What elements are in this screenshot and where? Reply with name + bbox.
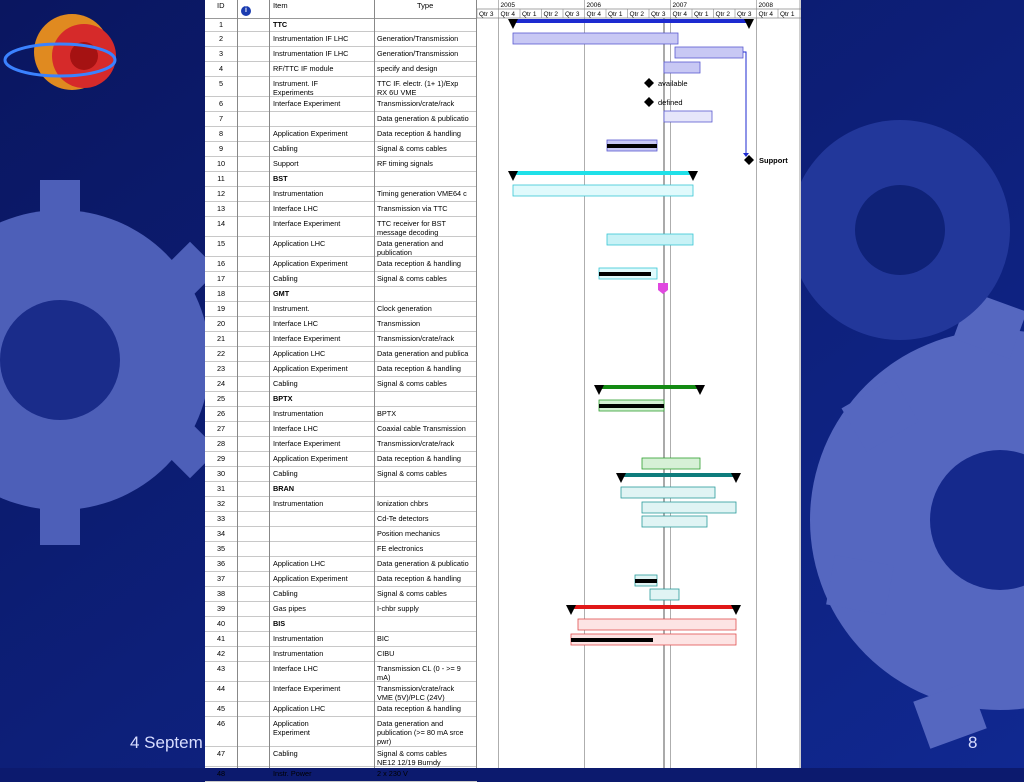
- table-row[interactable]: [205, 437, 477, 452]
- table-row[interactable]: [205, 557, 477, 572]
- gantt-sheet: [205, 0, 801, 778]
- table-row[interactable]: [205, 317, 477, 332]
- row-item: Interface Experiment: [273, 684, 341, 693]
- table-row[interactable]: [205, 77, 477, 97]
- row-id: 41: [216, 634, 226, 643]
- row-id: 2: [218, 34, 224, 43]
- row-type: Transmission/crate/rack: [377, 334, 455, 343]
- table-row[interactable]: [205, 617, 477, 632]
- row-item: Application Experiment: [273, 574, 348, 583]
- quarter-label: Qtr 3: [479, 11, 494, 18]
- row-item: Instrumentation IF LHC: [273, 34, 349, 43]
- table-row[interactable]: [205, 257, 477, 272]
- row-item: Instr. Power: [273, 769, 312, 778]
- quarter-label: Qtr 4: [586, 11, 601, 18]
- task-bar: [513, 33, 678, 44]
- row-id: 12: [216, 189, 226, 198]
- quarter-label: Qtr 3: [651, 11, 666, 18]
- row-type: Transmission/crate/rack: [377, 439, 455, 448]
- row-type: Data reception & handling: [377, 574, 461, 583]
- row-type: TTC receiver for BST message decoding: [377, 219, 446, 237]
- row-item: Cabling: [273, 589, 298, 598]
- row-type: Transmission/crate/rack: [377, 99, 455, 108]
- row-type: Data reception & handling: [377, 704, 461, 713]
- gear-icon-top-right: [790, 120, 1010, 340]
- row-id: 40: [216, 619, 226, 628]
- row-id: 4: [218, 64, 224, 73]
- row-id: 18: [216, 289, 226, 298]
- task-bar: [642, 458, 700, 469]
- quarter-label: Qtr 2: [629, 11, 644, 18]
- table-row[interactable]: [205, 747, 477, 767]
- quarter-label: Qtr 1: [780, 11, 795, 18]
- row-item: Instrument. IF Experiments: [273, 79, 319, 97]
- header-id: ID: [217, 1, 225, 10]
- row-type: Transmission CL (0 - >= 9 mA): [377, 664, 461, 682]
- row-item: Cabling: [273, 274, 298, 283]
- row-id: 23: [216, 364, 226, 373]
- table-row[interactable]: [205, 452, 477, 467]
- row-item: Instrumentation: [273, 409, 324, 418]
- row-id: 45: [216, 704, 226, 713]
- task-bar: [578, 619, 736, 630]
- row-id: 33: [216, 514, 226, 523]
- quarter-label: Qtr 3: [737, 11, 752, 18]
- task-bar: [642, 502, 736, 513]
- row-type: FE electronics: [377, 544, 424, 553]
- task-progress: [607, 144, 657, 148]
- quarter-label: Qtr 2: [715, 11, 730, 18]
- row-type: Data reception & handling: [377, 454, 461, 463]
- row-item: Interface LHC: [273, 664, 319, 673]
- year-label: 2006: [586, 2, 601, 9]
- quarter-label: Qtr 4: [758, 11, 773, 18]
- table-row[interactable]: [205, 467, 477, 482]
- table-row[interactable]: [205, 237, 477, 257]
- row-type: Signal & coms cables: [377, 469, 447, 478]
- table-row[interactable]: [205, 422, 477, 437]
- row-id: 14: [216, 219, 226, 228]
- row-item: Application LHC: [273, 239, 326, 248]
- row-id: 3: [218, 49, 224, 58]
- row-id: 16: [216, 259, 226, 268]
- row-id: 26: [216, 409, 226, 418]
- legend-support: Support: [759, 156, 788, 165]
- row-id: 19: [216, 304, 226, 313]
- row-item: Interface Experiment: [273, 219, 341, 228]
- table-row[interactable]: [205, 767, 477, 782]
- table-row[interactable]: [205, 527, 477, 542]
- row-id: 24: [216, 379, 226, 388]
- row-item: BST: [273, 174, 288, 183]
- table-row[interactable]: [205, 97, 477, 112]
- row-type: BIC: [377, 634, 390, 643]
- row-item: Application Experiment: [273, 719, 310, 737]
- task-bar: [607, 234, 693, 245]
- table-row[interactable]: [205, 272, 477, 287]
- row-item: Cabling: [273, 144, 298, 153]
- table-row[interactable]: [205, 62, 477, 77]
- row-id: 43: [216, 664, 226, 673]
- year-label: 2007: [672, 2, 687, 9]
- info-icon: i: [241, 6, 251, 16]
- row-item: TTC: [273, 20, 288, 29]
- table-row[interactable]: [205, 407, 477, 422]
- row-id: 13: [216, 204, 226, 213]
- table-row[interactable]: [205, 18, 477, 32]
- row-item: Interface Experiment: [273, 439, 341, 448]
- quarter-label: Qtr 4: [672, 11, 687, 18]
- row-item: Interface LHC: [273, 424, 319, 433]
- row-type: Timing generation VME64 c: [377, 189, 467, 198]
- table-row[interactable]: [205, 347, 477, 362]
- row-id: 17: [216, 274, 226, 283]
- task-bar: [675, 47, 743, 58]
- row-item: Instrumentation: [273, 634, 324, 643]
- row-type: Data generation and publication: [377, 239, 444, 257]
- table-row[interactable]: [205, 127, 477, 142]
- table-row[interactable]: [205, 647, 477, 662]
- row-item: Support: [273, 159, 299, 168]
- quarter-label: Qtr 3: [565, 11, 580, 18]
- row-id: 38: [216, 589, 226, 598]
- row-id: 10: [216, 159, 226, 168]
- row-type: I-chbr supply: [377, 604, 419, 613]
- table-header: [205, 0, 477, 19]
- table-row[interactable]: [205, 662, 477, 682]
- table-row[interactable]: [205, 482, 477, 497]
- task-table: [205, 0, 477, 778]
- header-type: Type: [417, 1, 434, 10]
- row-id: 36: [216, 559, 226, 568]
- row-item: BPTX: [273, 394, 293, 403]
- row-id: 5: [218, 79, 224, 88]
- footer-date: 4 Septem: [130, 733, 203, 752]
- row-type: Clock generation: [377, 304, 432, 313]
- legend-available: available: [658, 79, 688, 88]
- row-type: Data reception & handling: [377, 129, 461, 138]
- row-id: 34: [216, 529, 226, 538]
- row-type: Transmission via TTC: [377, 204, 448, 213]
- row-item: Application LHC: [273, 349, 326, 358]
- quarter-label: Qtr 2: [543, 11, 558, 18]
- row-id: 42: [216, 649, 226, 658]
- row-type: Data reception & handling: [377, 364, 461, 373]
- row-id: 29: [216, 454, 226, 463]
- row-type: BPTX: [377, 409, 397, 418]
- row-item: Interface LHC: [273, 204, 319, 213]
- table-row[interactable]: [205, 512, 477, 527]
- table-row[interactable]: [205, 332, 477, 347]
- row-type: Transmission/crate/rack VME (5V)/PLC (24V): [377, 684, 455, 702]
- row-id: 8: [218, 129, 224, 138]
- row-type: Position mechanics: [377, 529, 440, 538]
- quarter-label: Qtr 1: [608, 11, 623, 18]
- row-type: Signal & coms cables: [377, 144, 447, 153]
- row-type: 2 x 230 V: [377, 769, 408, 778]
- row-type: Data generation & publicatio: [377, 114, 469, 123]
- table-row[interactable]: [205, 112, 477, 127]
- row-item: Application LHC: [273, 559, 326, 568]
- table-row[interactable]: [205, 302, 477, 317]
- task-progress: [599, 404, 664, 408]
- row-type: Signal & coms cables: [377, 274, 447, 283]
- table-row[interactable]: [205, 572, 477, 587]
- row-id: 32: [216, 499, 226, 508]
- row-id: 46: [216, 719, 226, 728]
- row-type: Data generation and publica: [377, 349, 469, 358]
- table-row[interactable]: [205, 497, 477, 512]
- legend-defined: defined: [658, 98, 683, 107]
- row-type: Transmission: [377, 319, 421, 328]
- row-id: 1: [218, 20, 224, 29]
- row-id: 37: [216, 574, 226, 583]
- gantt-summary-bar-bis: [571, 605, 736, 609]
- table-row[interactable]: [205, 587, 477, 602]
- task-bar: [664, 62, 700, 73]
- row-item: Cabling: [273, 379, 298, 388]
- row-type: Data generation & publicatio: [377, 559, 469, 568]
- table-row[interactable]: [205, 47, 477, 62]
- table-row[interactable]: [205, 682, 477, 702]
- task-progress: [571, 638, 653, 642]
- table-row[interactable]: [205, 187, 477, 202]
- row-id: 11: [217, 174, 225, 183]
- table-row[interactable]: [205, 542, 477, 557]
- row-item: Gas pipes: [273, 604, 306, 613]
- gantt-summary-bar-ttc: [513, 19, 749, 23]
- task-bar: [513, 185, 693, 196]
- row-id: 44: [216, 684, 226, 693]
- row-item: Application LHC: [273, 704, 326, 713]
- row-type: Generation/Transmission: [377, 34, 459, 43]
- quarter-label: Qtr 4: [500, 11, 515, 18]
- table-row[interactable]: [205, 632, 477, 647]
- table-row[interactable]: [205, 392, 477, 407]
- row-id: 30: [216, 469, 226, 478]
- quarter-label: Qtr 1: [522, 11, 537, 18]
- row-id: 47: [216, 749, 226, 758]
- row-id: 35: [216, 544, 226, 553]
- row-item: Interface Experiment: [273, 99, 341, 108]
- table-row[interactable]: [205, 362, 477, 377]
- row-id: 7: [218, 114, 224, 123]
- row-type: Coaxial cable Transmission: [377, 424, 466, 433]
- row-item: BIS: [273, 619, 286, 628]
- task-progress: [635, 579, 657, 583]
- task-bar: [664, 111, 712, 122]
- header-item: Item: [273, 1, 288, 10]
- row-id: 9: [218, 144, 224, 153]
- row-id: 28: [216, 439, 226, 448]
- gantt-summary-bar-bran: [621, 473, 736, 477]
- row-type: specify and design: [377, 64, 438, 73]
- row-type: TTC IF. electr. (1+ 1)/Exp RX 6U VME: [377, 79, 459, 97]
- table-row[interactable]: [205, 172, 477, 187]
- row-id: 25: [216, 394, 226, 403]
- row-type: Data reception & handling: [377, 259, 461, 268]
- row-id: 21: [216, 334, 226, 343]
- row-item: Application Experiment: [273, 259, 348, 268]
- quarter-label: Qtr 1: [694, 11, 709, 18]
- gantt-summary-bar-bptx: [599, 385, 700, 389]
- row-id: 6: [218, 99, 224, 108]
- table-row[interactable]: [205, 157, 477, 172]
- table-row[interactable]: [205, 287, 477, 302]
- table-row[interactable]: [205, 377, 477, 392]
- row-type: CIBU: [377, 649, 395, 658]
- table-row[interactable]: [205, 32, 477, 47]
- year-label: 2005: [500, 2, 515, 9]
- row-id: 27: [216, 424, 226, 433]
- slide-page-number: 8: [968, 733, 978, 752]
- row-type: Generation/Transmission: [377, 49, 459, 58]
- year-label: 2008: [758, 2, 773, 9]
- row-item: BRAN: [273, 484, 295, 493]
- row-item: Instrumentation: [273, 189, 324, 198]
- row-item: Instrument.: [273, 304, 310, 313]
- row-item: Interface Experiment: [273, 334, 341, 343]
- table-row[interactable]: [205, 602, 477, 617]
- row-item: Instrumentation: [273, 649, 324, 658]
- table-row[interactable]: [205, 217, 477, 237]
- table-row[interactable]: [205, 717, 477, 747]
- row-type: Cd-Te detectors: [377, 514, 429, 523]
- row-item: Cabling: [273, 749, 298, 758]
- table-row[interactable]: [205, 142, 477, 157]
- row-item: Application Experiment: [273, 364, 348, 373]
- row-id: 15: [216, 239, 226, 248]
- row-item: RF/TTC IF module: [273, 64, 334, 73]
- row-item: GMT: [273, 289, 290, 298]
- row-id: 31: [216, 484, 226, 493]
- row-type: RF timing signals: [377, 159, 433, 168]
- row-item: Application Experiment: [273, 454, 348, 463]
- row-type: Signal & coms cables NE12 12/19 Burndy: [377, 749, 447, 767]
- table-row[interactable]: [205, 702, 477, 717]
- row-type: Ionization chbrs: [377, 499, 429, 508]
- row-item: Cabling: [273, 469, 298, 478]
- row-id: 39: [216, 604, 226, 613]
- row-id: 48: [216, 769, 226, 778]
- task-bar: [650, 589, 679, 600]
- gantt-chart: [477, 0, 801, 768]
- row-type: Signal & coms cables: [377, 379, 447, 388]
- row-id: 22: [216, 349, 226, 358]
- task-bar: [621, 487, 715, 498]
- row-id: 20: [216, 319, 226, 328]
- row-type: Data generation and publication (>= 80 mA srce pwr): [377, 719, 464, 746]
- gantt-summary-bar-bst: [513, 171, 693, 175]
- row-item: Instrumentation: [273, 499, 324, 508]
- task-progress: [599, 272, 651, 276]
- table-row[interactable]: [205, 202, 477, 217]
- row-item: Instrumentation IF LHC: [273, 49, 349, 58]
- row-item: Application Experiment: [273, 129, 348, 138]
- row-item: Interface LHC: [273, 319, 319, 328]
- task-bar: [642, 516, 707, 527]
- row-type: Signal & coms cables: [377, 589, 447, 598]
